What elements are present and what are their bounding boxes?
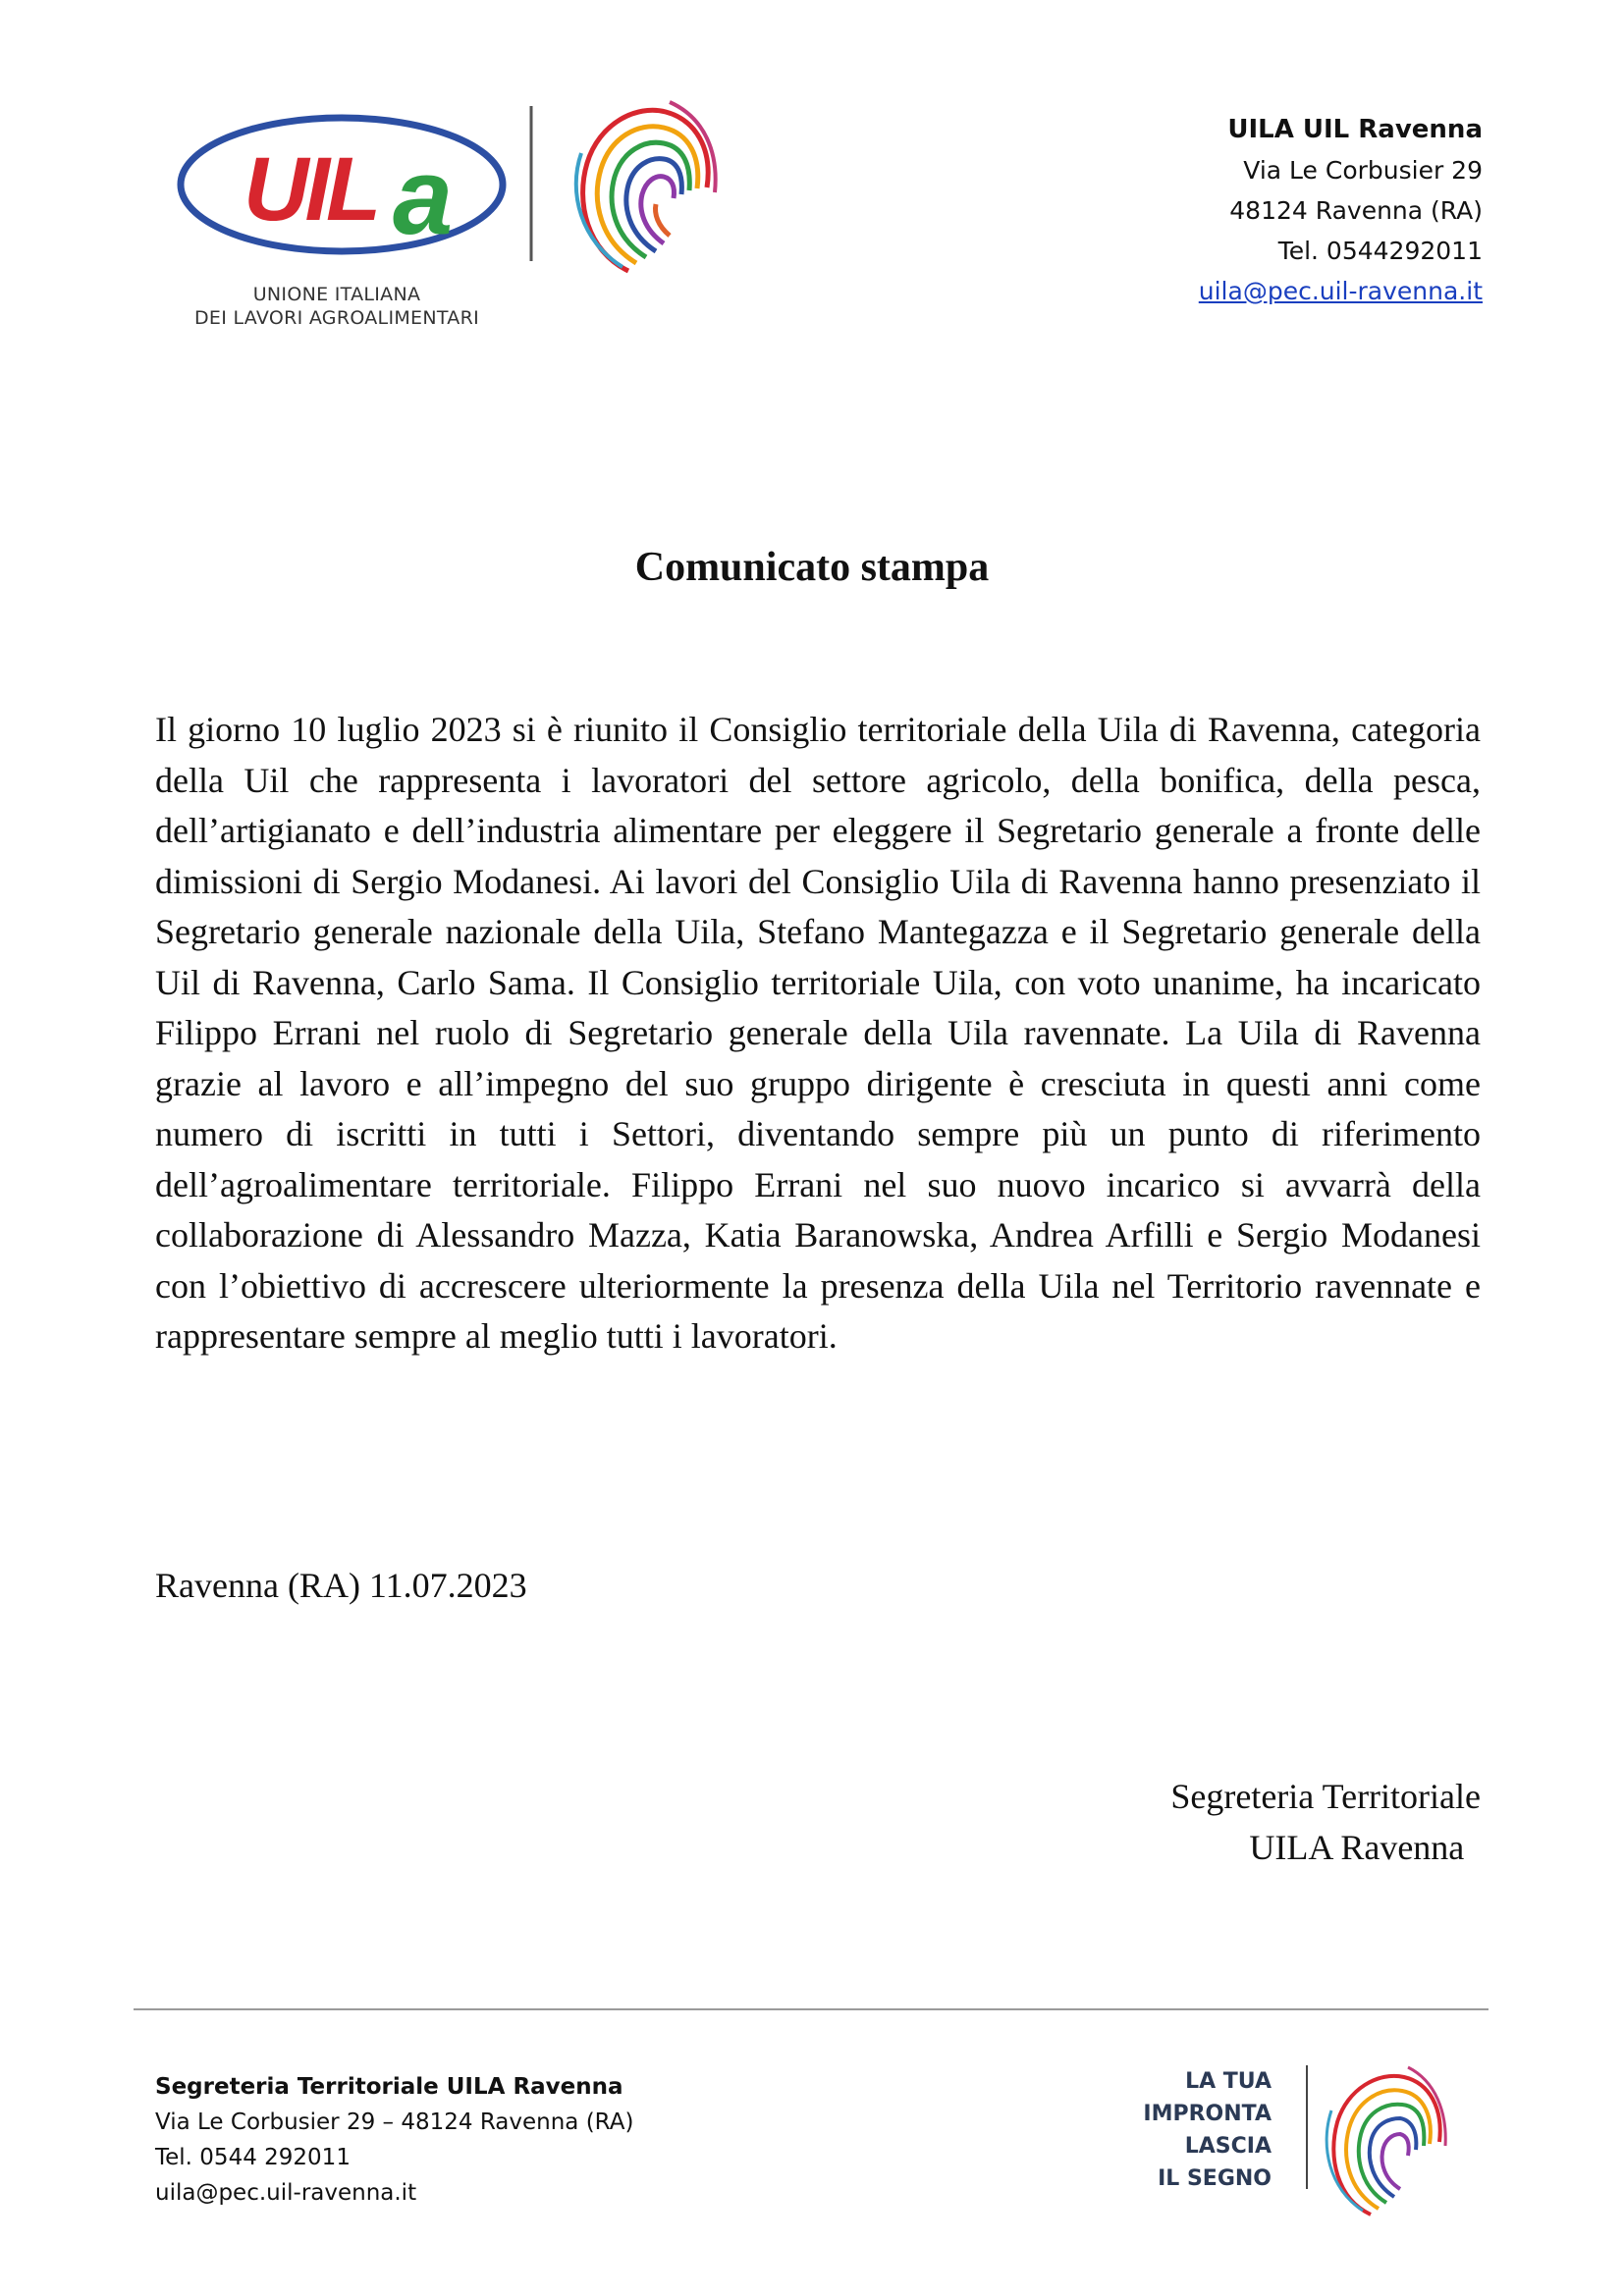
header-organization: UILA UIL Ravenna: [1227, 115, 1483, 144]
signature: [1170, 1771, 1481, 1873]
footer-divider: [134, 2008, 1489, 2010]
signature-line-1: Segreteria Territoriale: [1170, 1777, 1481, 1816]
slogan-line-2: IMPRONTA: [1143, 2102, 1272, 2126]
fingerprint-icon: [1322, 2061, 1449, 2218]
slogan-line-4: IL SEGNO: [1158, 2166, 1272, 2191]
svg-text:a: a: [393, 136, 454, 257]
document-title: Comunicato stampa: [634, 545, 990, 590]
uila-logo: [175, 94, 725, 349]
header-contact: [1199, 110, 1483, 311]
uila-logo-graphic: [175, 94, 725, 281]
place-date: Ravenna (RA) 11.07.2023: [155, 1566, 527, 1605]
fingerprint-icon: [576, 102, 716, 271]
logo-caption-line-1: UNIONE ITALIANA: [252, 284, 421, 305]
logo-caption-line-2: DEI LAVORI AGROALIMENTARI: [194, 307, 479, 329]
footer-phone: Tel. 0544 292011: [155, 2145, 351, 2170]
footer-slogan: [1119, 2065, 1272, 2195]
logo-caption: [175, 283, 499, 330]
footer-email[interactable]: uila@pec.uil-ravenna.it: [155, 2180, 417, 2206]
footer-contact: [155, 2069, 633, 2211]
header-street: Via Le Corbusier 29: [1243, 156, 1483, 185]
footer-slogan-divider: [1306, 2065, 1308, 2189]
header-phone: Tel. 0544292011: [1277, 237, 1483, 265]
slogan-line-1: LA TUA: [1185, 2069, 1272, 2094]
slogan-line-3: LASCIA: [1184, 2134, 1272, 2159]
signature-line-2: UILA Ravenna: [1249, 1828, 1465, 1867]
footer-organization: Segreteria Territoriale UILA Ravenna: [155, 2074, 623, 2100]
footer-address: Via Le Corbusier 29 – 48124 Ravenna (RA): [155, 2109, 634, 2135]
document-body: Il giorno 10 luglio 2023 si è riunito il Consiglio territoriale della Uila di Ravenna, categoria della Uil che rappresenta i lavoratori del settore agricolo, della bonifica, della pesca, dell’artigianato e dell’industria alimentare per eleggere il Segretario generale a fronte delle dimissioni di Sergio Modanesi. Ai lavori del Consiglio Uila di Ravenna hanno presenziato il Segretario generale nazionale della Uila, Stefano Mantegazza e il Segretario generale della Uil di Ravenna, Carlo Sama. Il Consiglio territoriale Uila, con voto unanime, ha incaricato Filippo Errani nel ruolo di Segretario generale della Uila ravennate. La Uila di Ravenna grazie al lavoro e all’impegno del suo gruppo dirigente è cresciuta in questi anni come numero di iscritti in tutti i Settori, diventando sempre più un punto di riferimento dell’agroalimentare territoriale. Filippo Errani nel suo nuovo incarico si avvarrà della collaborazione di Alessandro Mazza, Katia Baranowska, Andrea Arfilli e Sergio Modanesi con l’obiettivo di accrescere ulteriormente la presenza della Uila nel Territorio ravennate e rappresentare sempre al meglio tutti i lavoratori.: [155, 710, 1481, 1356]
header-email-link[interactable]: uila@pec.uil-ravenna.it: [1198, 277, 1483, 305]
header-city: 48124 Ravenna (RA): [1229, 196, 1483, 225]
svg-text:UIL: UIL: [244, 139, 378, 240]
